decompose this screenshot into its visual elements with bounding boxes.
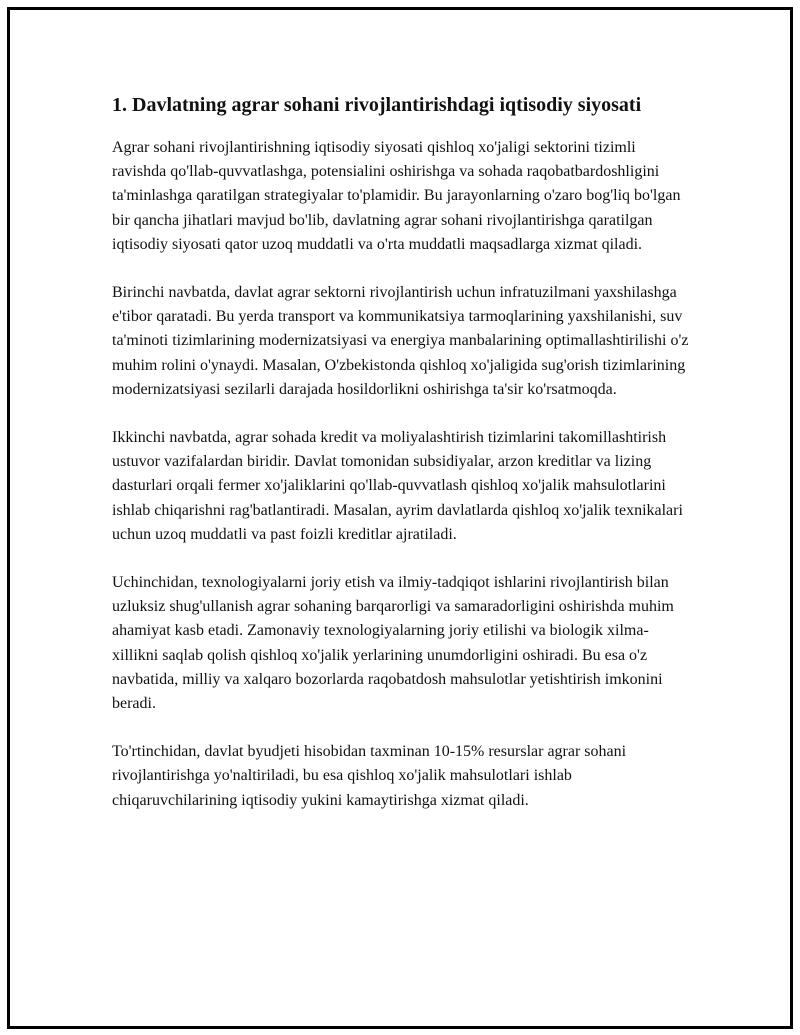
paragraph-fourth: To'rtinchidan, davlat byudjeti hisobidan taxminan 10-15% resurslar agrar sohani rivojlantirishga yo'naltiriladi, bu esa qishloq xo'jalik mahsulotlari ishlab chiqaruvchilarining iqtisodiy yukini kamaytirishga xizmat qiladi. (112, 743, 627, 809)
paragraph-third: Uchinchidan, texnologiyalarni joriy etish va ilmiy-tadqiqot ishlarini rivojlantirish bilan uzluksiz shug'ullanish agrar sohaning barqarorligi va samaradorligini oshirishda muhim ahamiyat kasb etadi. Zamonaviy texnologiyalarning joriy etilishi va biologik xilma-xillikni saqlab qolish qishloq xo'jalik yerlarining unumdorligini oshiradi. Bu esa o'z navbatida, milliy va xalqaro bozorlarda raqobatdosh mahsulotlar yetishtirish imkonini beradi. (112, 574, 674, 713)
section-heading: 1. Davlatning agrar sohani rivojlantirishdagi iqtisodiy siyosati (112, 94, 642, 116)
paragraph-first: Birinchi navbatda, davlat agrar sektorni rivojlantirish uchun infratuzilmani yaxshilashga e'tibor qaratadi. Bu yerda transport va kommunikatsiya tarmoqlarining yaxshilanishi, suv ta'minoti tizimlarining modernizatsiyasi va energiya manbalarining optimallashtirilishi o'z muhim rolini o'ynaydi. Masalan, O'zbekistonda qishloq xo'jaligida sug'orish tizimlarining modernizatsiyasi sezilarli darajada hosildorlikni oshirishga ta'sir ko'rsatmoqda. (112, 284, 689, 398)
paragraph-second: Ikkinchi navbatda, agrar sohada kredit va moliyalashtirish tizimlarini takomillashtirish ustuvor vazifalardan biridir. Davlat tomonidan subsidiyalar, arzon kreditlar va lizing dasturlari orqali fermer xo'jaliklarini qo'llab-quvvatlash qishloq xo'jalik mahsulotlarini ishlab chiqarishni rag'batlantiradi. Masalan, ayrim davlatlarda qishloq xo'jalik texnikalari uchun uzoq muddatli va past foizli kreditlar ajratiladi. (112, 429, 683, 543)
document-body (112, 92, 692, 837)
paragraph-intro: Agrar sohani rivojlantirishning iqtisodiy siyosati qishloq xo'jaligi sektorini tizimli ravishda qo'llab-quvvatlashga, potensialini oshirishga va sohada raqobatbardoshligini ta'minlashga qaratilgan strategiyalar to'plamidir. Bu jarayonlarning o'zaro bog'liq bo'lgan bir qancha jihatlari mavjud bo'lib, davlatning agrar sohani rivojlantirishga qaratilgan iqtisodiy siyosati qator uzoq muddatli va o'rta muddatli maqsadlarga xizmat qiladi. (112, 139, 681, 253)
